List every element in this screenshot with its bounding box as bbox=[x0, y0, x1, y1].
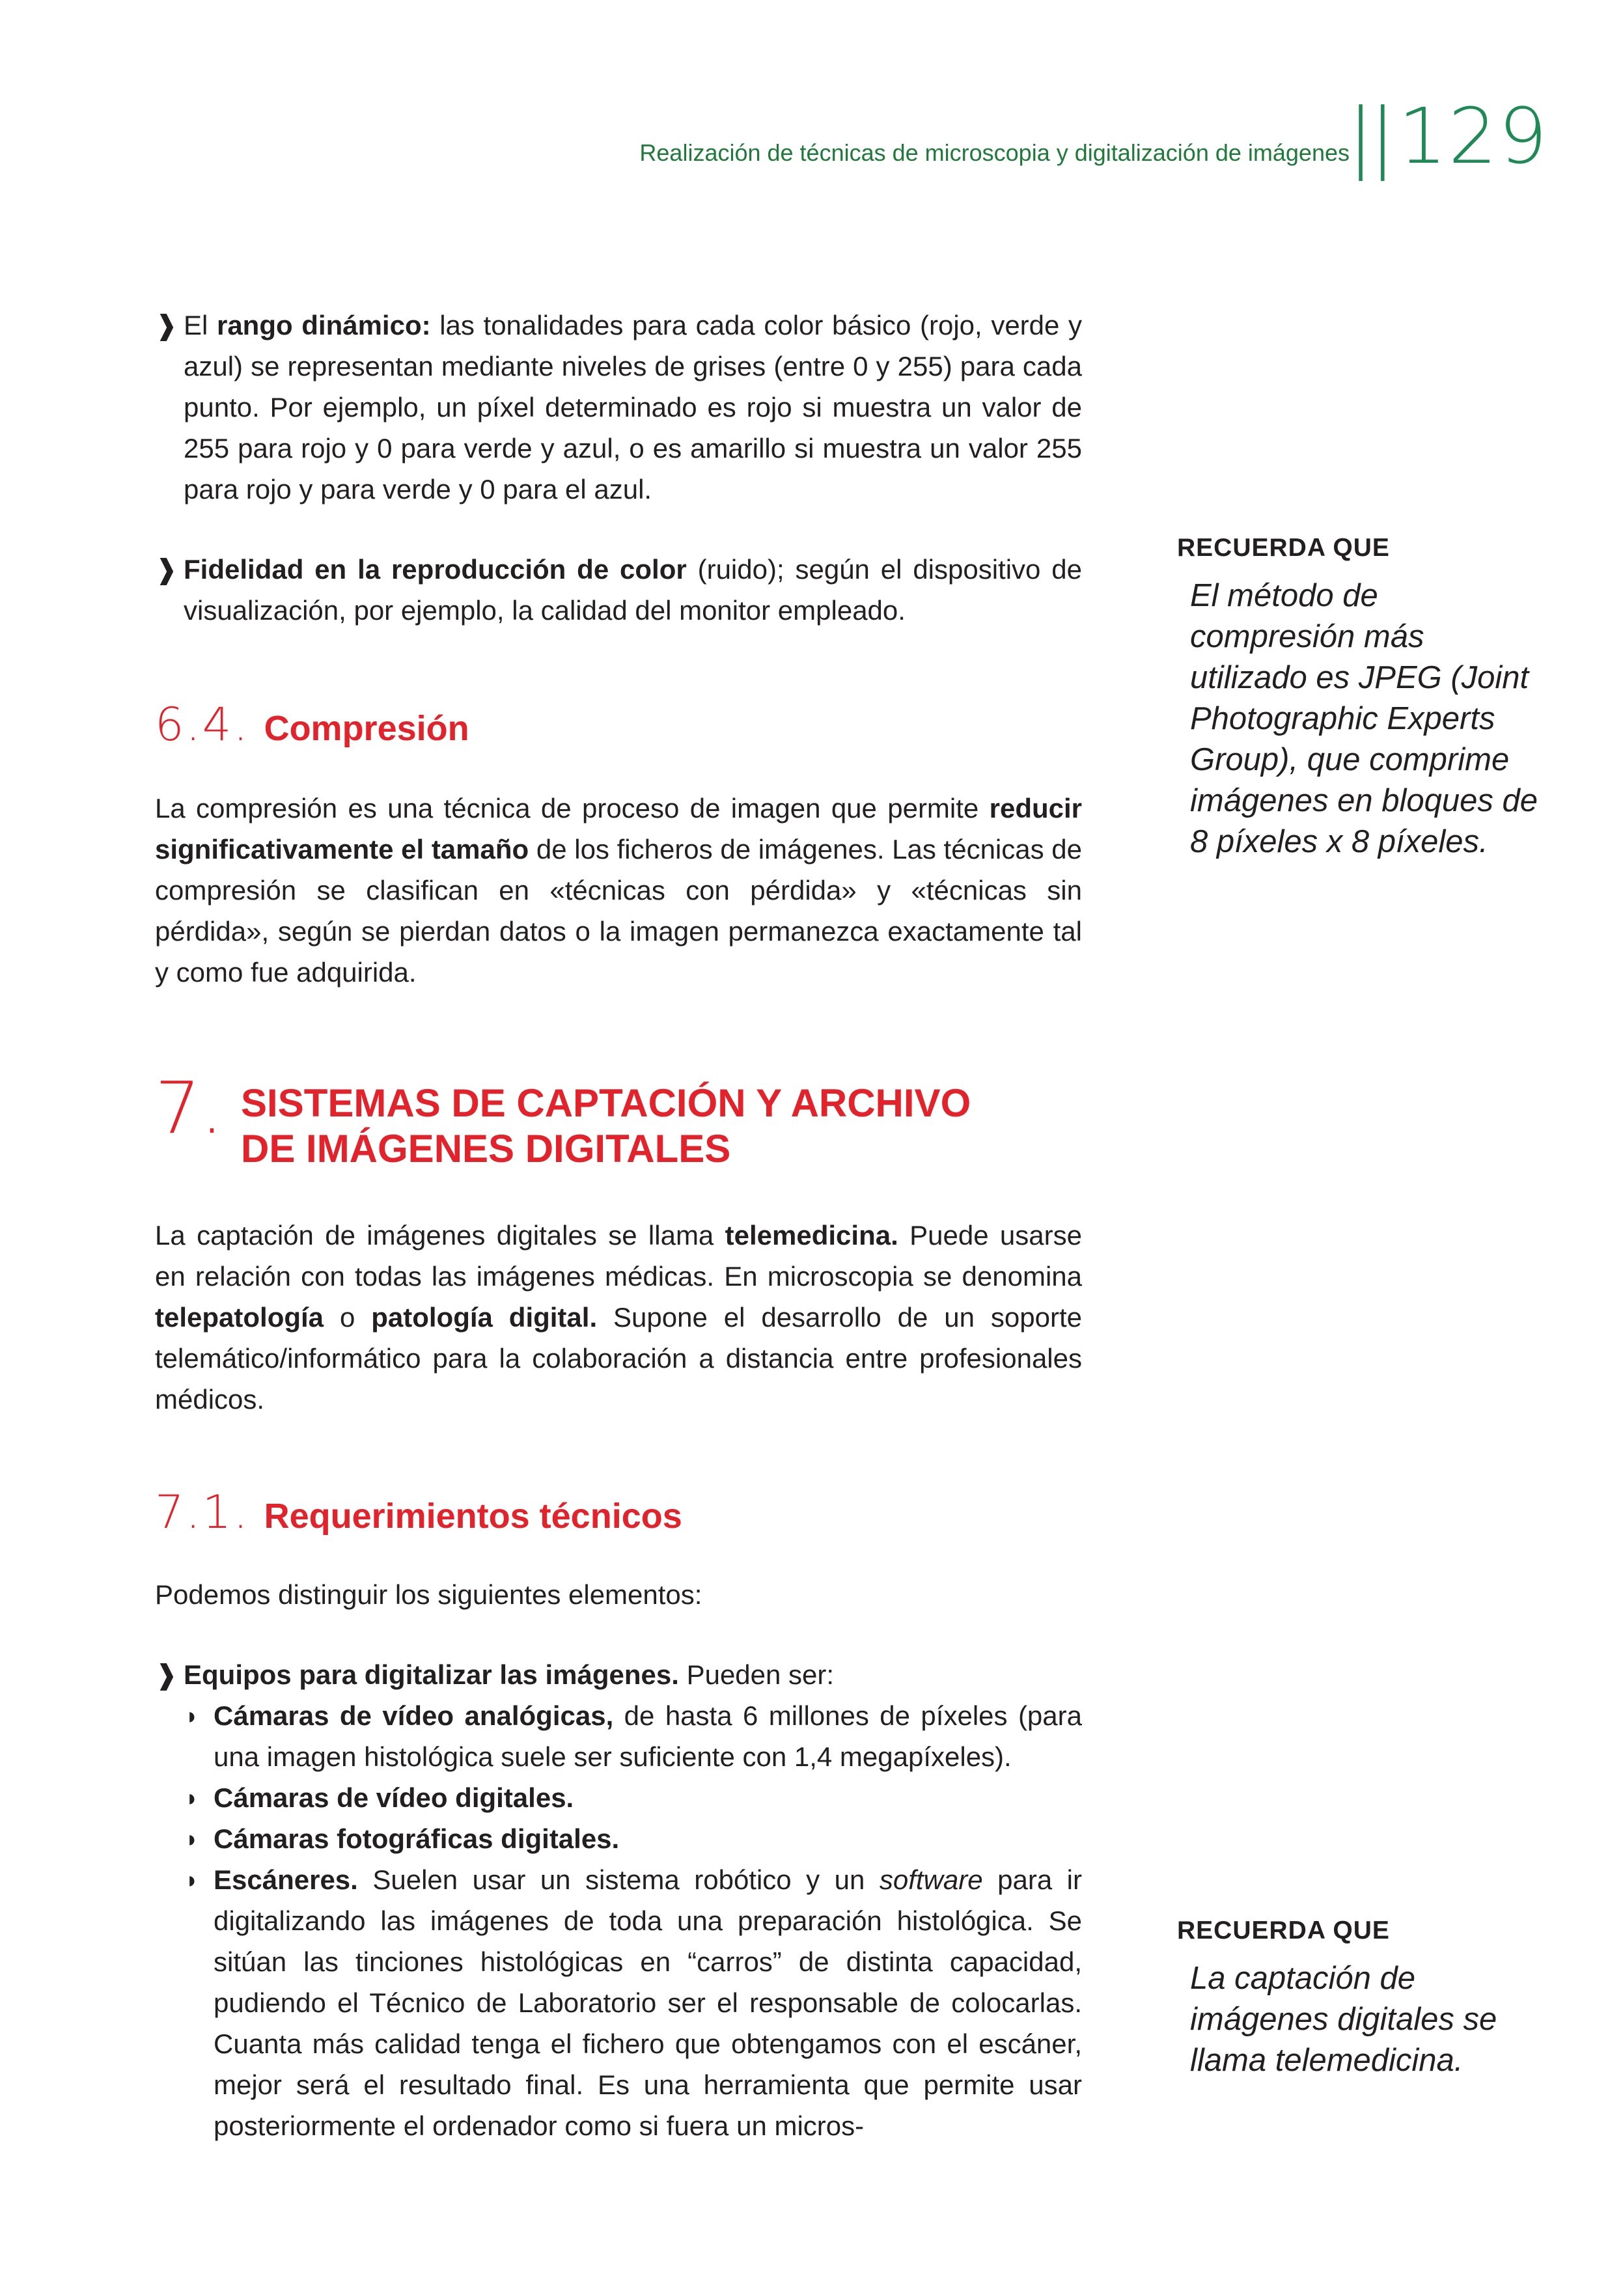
bold-term: Cámaras de vídeo analógicas, bbox=[214, 1700, 614, 1731]
sub-bullet-text bbox=[214, 1859, 1082, 2146]
heading-number: 7.1. bbox=[155, 1486, 250, 1539]
bold-term: telemedicina. bbox=[725, 1220, 898, 1251]
bullet-rango-dinamico bbox=[155, 305, 1082, 510]
page-number bbox=[1348, 91, 1549, 181]
sub-bullet-escaneres bbox=[155, 1859, 1082, 2146]
heading-7-1 bbox=[155, 1486, 682, 1539]
sub-bullet-camaras-fotograficas bbox=[155, 1818, 1082, 1859]
sub-bullet-camaras-digitales bbox=[155, 1777, 1082, 1818]
paragraph-compresion bbox=[155, 788, 1082, 993]
sub-bullet-icon: ◗ bbox=[185, 1825, 199, 1852]
sub-bullet-text bbox=[214, 1695, 1082, 1777]
heading-title bbox=[241, 1081, 1152, 1172]
bullet-equipos bbox=[155, 1654, 1082, 1695]
text-run: de los ficheros de imágenes. Las técnicas de compresión se clasifican en «técnicas con pérdida» y «técnicas sin pérdida», según se pierdan datos o la imagen permanezca exactamente tal y como fue adquirida. bbox=[155, 834, 1083, 988]
bold-term: reducir significativamente el tamaño bbox=[155, 793, 1082, 864]
sub-bullet-camaras-analogicas bbox=[155, 1695, 1082, 1777]
bullet-text bbox=[184, 1654, 1082, 1695]
heading-line: SISTEMAS DE CAPTACIÓN Y ARCHIVO bbox=[241, 1081, 971, 1125]
page-number-value: 129 bbox=[1398, 91, 1549, 181]
running-title: Realización de técnicas de microscopia y digitalización de imágenes bbox=[639, 139, 1350, 166]
bold-term: Cámaras de vídeo digitales. bbox=[214, 1782, 574, 1813]
text-run: El bbox=[184, 310, 217, 340]
bold-term: telepatología bbox=[155, 1302, 324, 1333]
heading-line: DE IMÁGENES DIGITALES bbox=[241, 1127, 731, 1170]
sidebar-note-jpeg bbox=[1177, 534, 1542, 863]
heading-number: 7. bbox=[155, 1066, 223, 1150]
italic-term: software bbox=[879, 1864, 983, 1895]
sidebar-note-text: El método de compresión más utilizado es JPEG (Joint Photographic Experts Group), que comprime imágenes en bloques de 8 píxeles x 8 píxeles. bbox=[1190, 578, 1538, 859]
text-run: las tonalidades para cada color básico (rojo, verde y azul) se representan mediante niveles de grises (entre 0 y 255) para cada punto. Por ejemplo, un píxel determinado es rojo si muestra un valor de 255 para rojo y 0 para verde y azul, o es amarillo si muestra un valor 255 para rojo y para verde y 0 para el azul. bbox=[184, 310, 1082, 505]
heading-title: Requerimientos técnicos bbox=[264, 1497, 682, 1536]
bullet-icon: ❱ bbox=[155, 310, 178, 340]
sub-bullet-text bbox=[214, 1777, 1082, 1818]
bullet-text bbox=[184, 549, 1082, 631]
sub-bullet-icon: ◗ bbox=[185, 1866, 199, 1893]
bullet-icon: ❱ bbox=[155, 554, 178, 585]
paragraph-telemedicina bbox=[155, 1215, 1082, 1420]
bold-term: Fidelidad en la reproducción de color bbox=[184, 554, 687, 585]
sidebar-note-label: RECUERDA QUE bbox=[1177, 1916, 1390, 1944]
sidebar-note-telemedicina bbox=[1177, 1916, 1542, 2081]
heading-title: Compresión bbox=[264, 709, 469, 748]
heading-6-4 bbox=[155, 698, 469, 751]
text-run: Puede usarse en relación con todas las imágenes médicas. En microscopia se denomina bbox=[155, 1220, 1082, 1292]
bold-term: Escáneres. bbox=[214, 1864, 358, 1895]
text-run: (ruido); según el dispositivo de visualización, por ejemplo, la calidad del monitor empleado. bbox=[184, 554, 1082, 626]
sidebar-note-text: La captación de imágenes digitales se llama telemedicina. bbox=[1190, 1961, 1497, 2078]
bold-term: Cámaras fotográficas digitales. bbox=[214, 1823, 620, 1854]
text-run: La compresión es una técnica de proceso de imagen que permite bbox=[155, 793, 990, 823]
bullet-icon: ❱ bbox=[155, 1659, 178, 1690]
sub-bullet-icon: ◗ bbox=[185, 1702, 199, 1729]
bullet-text bbox=[184, 305, 1082, 510]
sub-bullet-text bbox=[214, 1818, 1082, 1859]
text-run: de hasta 6 millones de píxeles (para una imagen histológica suele ser suficiente con 1,4 megapíxeles). bbox=[214, 1700, 1082, 1772]
bold-term: Equipos para digitalizar las imágenes. bbox=[184, 1659, 679, 1690]
bold-term: patología digital. bbox=[371, 1302, 598, 1333]
text-run: para ir digitalizando las imágenes de toda una preparación histológica. Se sitúan las tinciones histológicas en “carros” de distinta capacidad, pudiendo el Técnico de Laboratorio ser el responsable de colocarlas. Cuanta más calidad tenga el fichero que obtengamos con el escáner, mejor será el resultado final. Es una herramienta que permite usar posteriormente el ordenador como si fuera un micros- bbox=[214, 1864, 1083, 2141]
bold-term: rango dinámico: bbox=[216, 310, 431, 340]
bullet-fidelidad bbox=[155, 549, 1082, 631]
text-run: Suelen usar un sistema robótico y un bbox=[357, 1864, 880, 1895]
text-run: o bbox=[324, 1302, 372, 1333]
heading-7 bbox=[155, 1066, 1131, 1185]
text-run: La captación de imágenes digitales se llama bbox=[155, 1220, 725, 1251]
page-divider-bars: || bbox=[1348, 91, 1392, 181]
sub-bullet-icon: ◗ bbox=[185, 1784, 199, 1811]
text-run: Supone el desarrollo de un soporte telemático/informático para la colaboración a distancia entre profesionales médicos. bbox=[155, 1302, 1082, 1415]
heading-number: 6.4. bbox=[155, 698, 250, 751]
text-run: Pueden ser: bbox=[678, 1659, 835, 1690]
paragraph-intro: Podemos distinguir los siguientes elementos: bbox=[155, 1579, 702, 1610]
sidebar-note-label: RECUERDA QUE bbox=[1177, 534, 1390, 562]
